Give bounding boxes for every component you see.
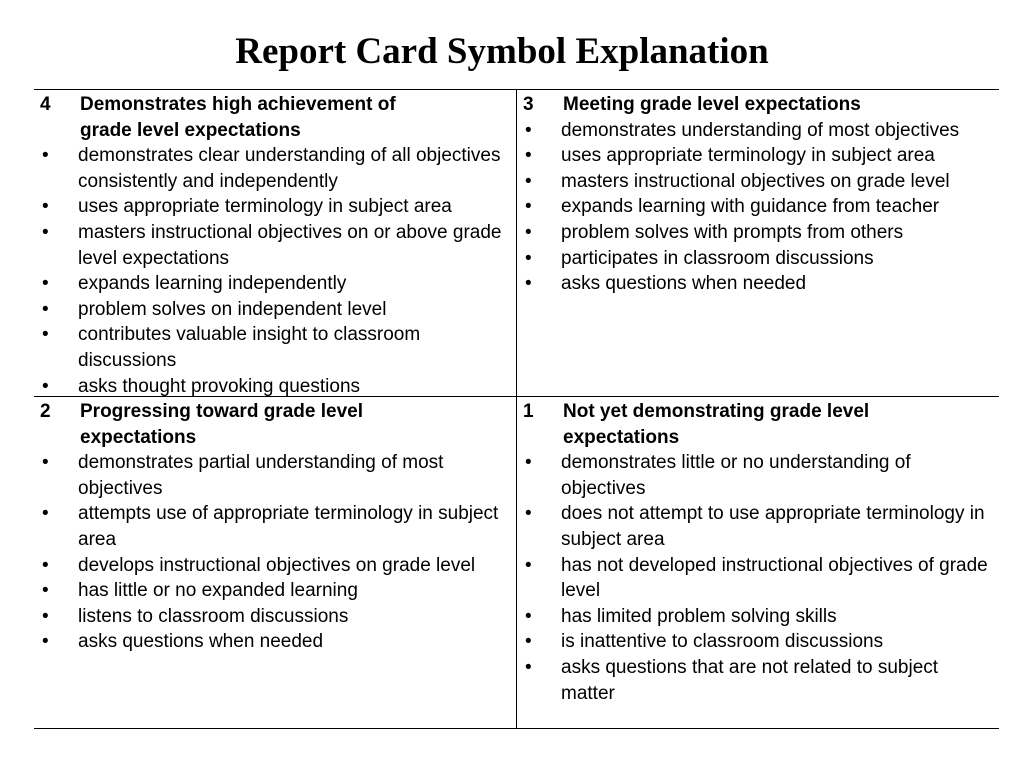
table-cell-level-4 (40, 92, 510, 399)
level-heading-line-2: expectations (80, 426, 197, 448)
page-title: Report Card Symbol Explanation (235, 31, 769, 72)
table-cell-level-1 (523, 399, 993, 706)
level-heading-line-1: Progressing toward grade level (80, 401, 363, 422)
list-item: • listens to classroom discussions (40, 604, 510, 630)
level-heading-line-1: Meeting grade level expectations (563, 94, 861, 115)
list-item: • problem solves on independent level (40, 297, 510, 323)
criteria-list (523, 118, 993, 297)
list-item: • does not attempt to use appropriate terminology in subject area (523, 501, 993, 552)
level-heading-line-2: expectations (563, 426, 680, 448)
criteria-list (40, 143, 510, 399)
criteria-list (523, 450, 993, 706)
list-item: • has little or no expanded learning (40, 578, 510, 604)
level-number: 2 (40, 401, 51, 422)
list-item: • asks questions that are not related to subject matter (523, 655, 993, 706)
symbol-table (34, 89, 999, 729)
level-number: 1 (523, 401, 534, 422)
level-heading-line-2: grade level expectations (80, 119, 301, 141)
level-heading-line-1: Demonstrates high achievement of (80, 94, 396, 115)
list-item: • has limited problem solving skills (523, 604, 993, 630)
list-item: • demonstrates partial understanding of most objectives (40, 450, 510, 501)
list-item: • asks questions when needed (40, 629, 510, 655)
table-cell-level-2 (40, 399, 510, 655)
table-cell-level-3 (523, 92, 993, 297)
list-item: • asks thought provoking questions (40, 374, 510, 400)
list-item: • demonstrates little or no understanding of objectives (523, 450, 993, 501)
list-item: • expands learning independently (40, 271, 510, 297)
list-item: • demonstrates clear understanding of all objectives consistently and independently (40, 143, 510, 194)
list-item: • develops instructional objectives on grade level (40, 553, 510, 579)
level-number: 3 (523, 94, 534, 115)
list-item: • attempts use of appropriate terminology in subject area (40, 501, 510, 552)
list-item: • contributes valuable insight to classroom discussions (40, 322, 510, 373)
list-item: • has not developed instructional objectives of grade level (523, 553, 993, 604)
list-item: • demonstrates understanding of most objectives (523, 118, 993, 144)
criteria-list (40, 450, 510, 655)
level-number: 4 (40, 94, 51, 115)
level-heading (523, 399, 993, 450)
list-item: • uses appropriate terminology in subject area (40, 194, 510, 220)
list-item: • is inattentive to classroom discussions (523, 629, 993, 655)
list-item: • problem solves with prompts from others (523, 220, 993, 246)
list-item: • participates in classroom discussions (523, 246, 993, 272)
table-column-divider (516, 90, 517, 728)
list-item: • masters instructional objectives on or above grade level expectations (40, 220, 510, 271)
level-heading (40, 399, 510, 450)
list-item: • masters instructional objectives on grade level (523, 169, 993, 195)
level-heading-line-1: Not yet demonstrating grade level (563, 401, 870, 422)
level-heading (523, 92, 993, 118)
list-item: • uses appropriate terminology in subject area (523, 143, 993, 169)
list-item: • expands learning with guidance from teacher (523, 194, 993, 220)
list-item: • asks questions when needed (523, 271, 993, 297)
level-heading (40, 92, 510, 143)
